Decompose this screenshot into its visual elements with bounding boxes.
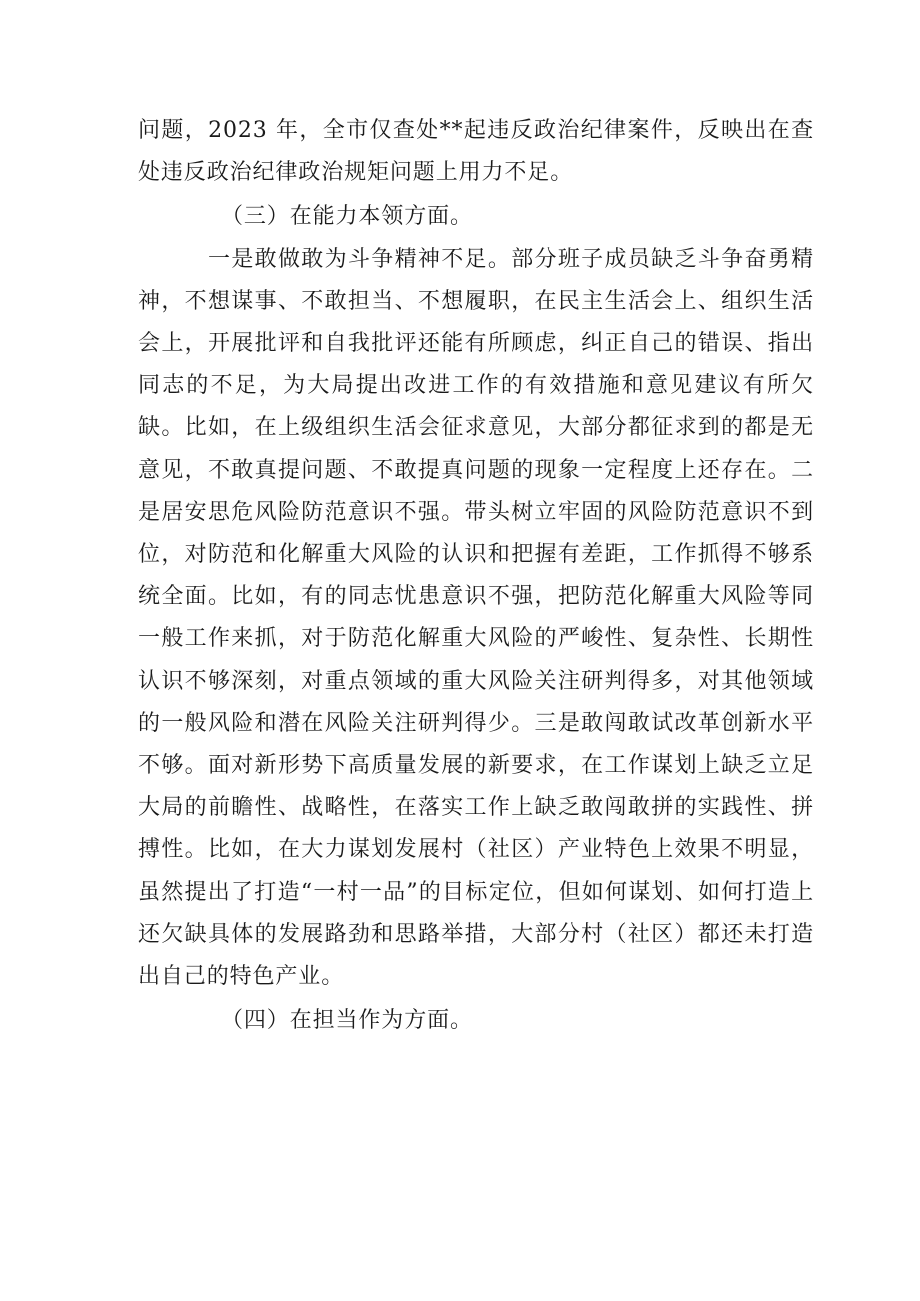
section-heading-responsibility: （四）在担当作为方面。	[221, 1008, 473, 1034]
section-heading-capability: （三）在能力本领方面。	[221, 204, 473, 230]
continued-paragraph: 问题，2023 年，全市仅查处**起违反政治纪律案件，反映出在查处违反政治纪律政治规矩问题上用力不足。	[138, 118, 814, 186]
section-paragraph-capability: 一是敢做敢为斗争精神不足。部分班子成员缺乏斗争奋勇精神，不想谋事、不敢担当、不想履职，在民主生活会上、组织生活会上，开展批评和自我批评还能有所顾虑，纠正自己的错误、指出同志的不足，为大局提出改进工作的有效措施和意见建议有所欠缺。比如，在上级组织生活会征求意见，大部分都征求到的都是无意见，不敢真提问题、不敢提真问题的现象一定程度上还存在。二是居安思危风险防范意识不强。带头树立牢固的风险防范意识不到位，对防范和化解重大风险的认识和把握有差距，工作抓得不够系统全面。比如，有的同志忧患意识不强，把防范化解重大风险等同一般工作来抓，对于防范化解重大风险的严峻性、复杂性、长期性认识不够深刻，对重点领域的重大风险关注研判得多，对其他领域的一般风险和潜在风险关注研判得少。三是敢闯敢试改革创新水平不够。面对新形势下高质量发展的新要求，在工作谋划上缺乏立足大局的前瞻性、战略性，在落实工作上缺乏敢闯敢拼的实践性、拼搏性。比如，在大力谋划发展村（社区）产业特色上效果不明显，虽然提出了打造“一村一品”的目标定位，但如何谋划、如何打造上还欠缺具体的发展路劲和思路举措，大部分村（社区）都还未打造出自己的特色产业。	[138, 246, 814, 990]
document-body	[138, 110, 814, 1042]
